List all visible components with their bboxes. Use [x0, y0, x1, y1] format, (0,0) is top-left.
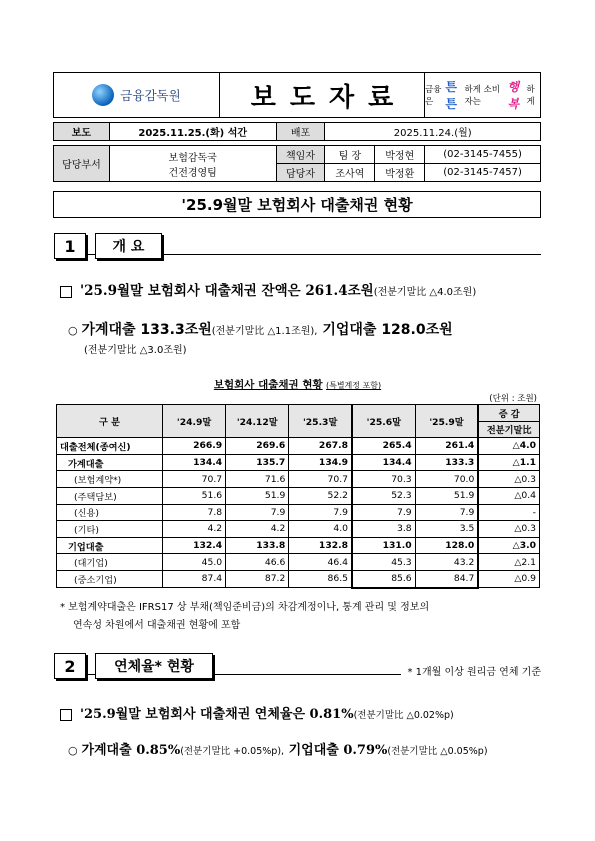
cell-value: 45.0 — [162, 554, 225, 571]
cell-value: 84.7 — [415, 570, 478, 587]
cell-value: 134.4 — [352, 454, 415, 471]
row-label: (대기업) — [57, 554, 163, 571]
table-title-wrap — [0, 377, 595, 392]
square-bullet-icon — [60, 709, 72, 721]
table-row — [57, 537, 540, 554]
release-info-table — [53, 122, 541, 182]
bullet2-household: 가계대출 133.3조원 — [81, 322, 212, 338]
cell-value: 133.3 — [415, 454, 478, 471]
cell-value: 70.7 — [289, 471, 352, 488]
bullet1-text: '25.9월말 보험회사 대출채권 잔액은 261.4조원 — [80, 283, 374, 299]
cell-change: △3.0 — [478, 537, 539, 554]
cell-value: 128.0 — [415, 537, 478, 554]
press-release-header — [53, 72, 541, 118]
cell-value: 267.8 — [289, 438, 352, 455]
table-title-note: (특별계정 포함) — [325, 381, 382, 390]
cell-value: 51.6 — [162, 487, 225, 504]
cell-value: 131.0 — [352, 537, 415, 554]
row-label: (보험계약*) — [57, 471, 163, 488]
cell-change: △0.3 — [478, 521, 539, 538]
org-name: 금융감독원 — [120, 88, 181, 103]
section1-bullet1 — [60, 279, 476, 299]
press-release-title-cell — [220, 73, 425, 117]
cell-value: 135.7 — [226, 454, 289, 471]
cell-value: 51.9 — [415, 487, 478, 504]
cell-value: 132.8 — [289, 537, 352, 554]
cell-value: 71.6 — [226, 471, 289, 488]
cell-value: 7.9 — [415, 504, 478, 521]
slogan-suffix: 하게 — [526, 85, 535, 107]
contact-title: 조사역 — [325, 164, 375, 182]
cell-value: 134.9 — [289, 454, 352, 471]
table-row — [57, 554, 540, 571]
row-label: 대출전체(종여신) — [57, 438, 163, 455]
row-label: 가계대출 — [57, 454, 163, 471]
release-value: 2025.11.25.(화) 석간 — [109, 123, 276, 141]
table-row — [57, 504, 540, 521]
s2-bullet1-text: '25.9월말 보험회사 대출채권 연체율은 0.81% — [80, 707, 354, 722]
cell-value: 7.8 — [162, 504, 225, 521]
cell-value: 52.3 — [352, 487, 415, 504]
table-row — [57, 521, 540, 538]
responsible-name: 박정현 — [375, 146, 425, 164]
cell-value: 7.9 — [289, 504, 352, 521]
footnote-line2: 연속성 차원에서 대출채권 현황에 포함 — [73, 620, 241, 631]
cell-change: △1.1 — [478, 454, 539, 471]
distribution-label: 배포 — [276, 123, 325, 141]
s2-household: 가계대출 0.85% — [81, 743, 181, 758]
row-label: 기업대출 — [57, 537, 163, 554]
loan-balance-table — [56, 404, 540, 589]
section1-number: 1 — [54, 233, 86, 259]
table-footnote — [60, 598, 540, 631]
cell-value: 133.8 — [226, 537, 289, 554]
cell-value: 3.8 — [352, 521, 415, 538]
cell-change: △0.9 — [478, 570, 539, 587]
section1-bullet2 — [68, 319, 453, 339]
cell-value: 7.9 — [226, 504, 289, 521]
cell-value: 85.6 — [352, 570, 415, 587]
section2-bullet1 — [60, 703, 454, 722]
head-category: 구 분 — [57, 405, 163, 438]
slogan-middle: 하게 소비자는 — [464, 85, 500, 107]
cell-value: 132.4 — [162, 537, 225, 554]
dept-line1: 보험감독국 — [168, 152, 217, 164]
cell-value: 4.2 — [226, 521, 289, 538]
cell-value: 86.5 — [289, 570, 352, 587]
head-change: 증 감 — [478, 405, 539, 422]
row-label: (주택담보) — [57, 487, 163, 504]
head-col-4: '25.9말 — [415, 405, 478, 438]
dept-label: 담당부서 — [54, 146, 110, 182]
circle-bullet-icon: ○ — [68, 324, 82, 337]
cell-value: 70.7 — [162, 471, 225, 488]
contact-label: 담당자 — [276, 164, 325, 182]
globe-icon — [92, 84, 114, 106]
contact-phone: (02-3145-7457) — [425, 164, 541, 182]
cell-value: 7.9 — [352, 504, 415, 521]
table-unit: (단위 : 조원) — [489, 394, 537, 404]
dept-name — [109, 146, 276, 182]
row-label: (신용) — [57, 504, 163, 521]
dept-line2: 건전경영팀 — [168, 167, 217, 179]
circle-bullet-icon: ○ — [68, 744, 82, 757]
cell-value: 70.0 — [415, 471, 478, 488]
cell-value: 45.3 — [352, 554, 415, 571]
bullet2-corporate: 기업대출 128.0조원 — [322, 322, 453, 338]
bullet2-corporate-note: (전분기말比 △3.0조원) — [84, 345, 187, 356]
table-row — [57, 471, 540, 488]
cell-value: 87.2 — [226, 570, 289, 587]
cell-value: 43.2 — [415, 554, 478, 571]
document-title: '25.9월말 보험회사 대출채권 현황 — [53, 191, 541, 218]
cell-value: 265.4 — [352, 438, 415, 455]
head-col-0: '24.9말 — [162, 405, 225, 438]
cell-value: 134.4 — [162, 454, 225, 471]
cell-value: 266.9 — [162, 438, 225, 455]
fss-logo — [54, 73, 220, 117]
head-col-2: '25.3말 — [289, 405, 352, 438]
slogan — [425, 73, 540, 117]
head-col-3: '25.6말 — [352, 405, 415, 438]
head-col-1: '24.12말 — [226, 405, 289, 438]
cell-value: 51.9 — [226, 487, 289, 504]
release-label: 보도 — [54, 123, 110, 141]
s2-corporate: 기업대출 0.79% — [288, 743, 388, 758]
slogan-prefix: 금융은 — [425, 85, 442, 107]
s2-corporate-note: (전분기말比 △0.05%p) — [387, 746, 488, 757]
responsible-label: 책임자 — [276, 146, 325, 164]
table-title: 보험회사 대출채권 현황 — [213, 379, 323, 391]
s2-bullet1-note: (전분기말比 △0.02%p) — [353, 710, 454, 721]
section2-title: 연체율* 현황 — [95, 653, 213, 679]
table-row — [57, 454, 540, 471]
cell-value: 70.3 — [352, 471, 415, 488]
slogan-word-strong: 튼튼 — [445, 80, 457, 111]
cell-value: 4.2 — [162, 521, 225, 538]
slogan-word-happy: 행복 — [507, 80, 519, 111]
cell-change: △0.3 — [478, 471, 539, 488]
cell-value: 4.0 — [289, 521, 352, 538]
cell-value: 46.6 — [226, 554, 289, 571]
cell-change: - — [478, 504, 539, 521]
cell-change: △4.0 — [478, 438, 539, 455]
contact-name: 박정환 — [375, 164, 425, 182]
row-label: (기타) — [57, 521, 163, 538]
section1-title: 개 요 — [95, 233, 162, 259]
distribution-value: 2025.11.24.(월) — [325, 123, 541, 141]
footnote-line1: * 보험계약대출은 IFRS17 상 부채(책임준비금)의 차감계정이나, 통계 관리 및 정보의 — [60, 602, 430, 613]
table-row — [57, 438, 540, 455]
section2-bullet2 — [68, 739, 488, 758]
press-release-title: 보도자료 — [250, 82, 408, 113]
cell-change: △2.1 — [478, 554, 539, 571]
square-bullet-icon — [60, 286, 72, 298]
section2-note: * 1개월 이상 원리금 연체 기준 — [401, 663, 541, 678]
cell-value: 87.4 — [162, 570, 225, 587]
bullet2-household-note: (전분기말比 △1.1조원), — [211, 326, 318, 337]
bullet1-note: (전분기말比 △4.0조원) — [373, 287, 477, 298]
cell-change: △0.4 — [478, 487, 539, 504]
table-row — [57, 570, 540, 587]
row-label: (중소기업) — [57, 570, 163, 587]
cell-value: 269.6 — [226, 438, 289, 455]
cell-value: 3.5 — [415, 521, 478, 538]
cell-value: 46.4 — [289, 554, 352, 571]
responsible-title: 팀 장 — [325, 146, 375, 164]
cell-value: 261.4 — [415, 438, 478, 455]
cell-value: 52.2 — [289, 487, 352, 504]
table-row — [57, 487, 540, 504]
head-change-sub: 전분기말比 — [478, 421, 539, 438]
responsible-phone: (02-3145-7455) — [425, 146, 541, 164]
section2-number: 2 — [54, 653, 86, 679]
s2-household-note: (전분기말比 +0.05%p), — [180, 746, 285, 757]
